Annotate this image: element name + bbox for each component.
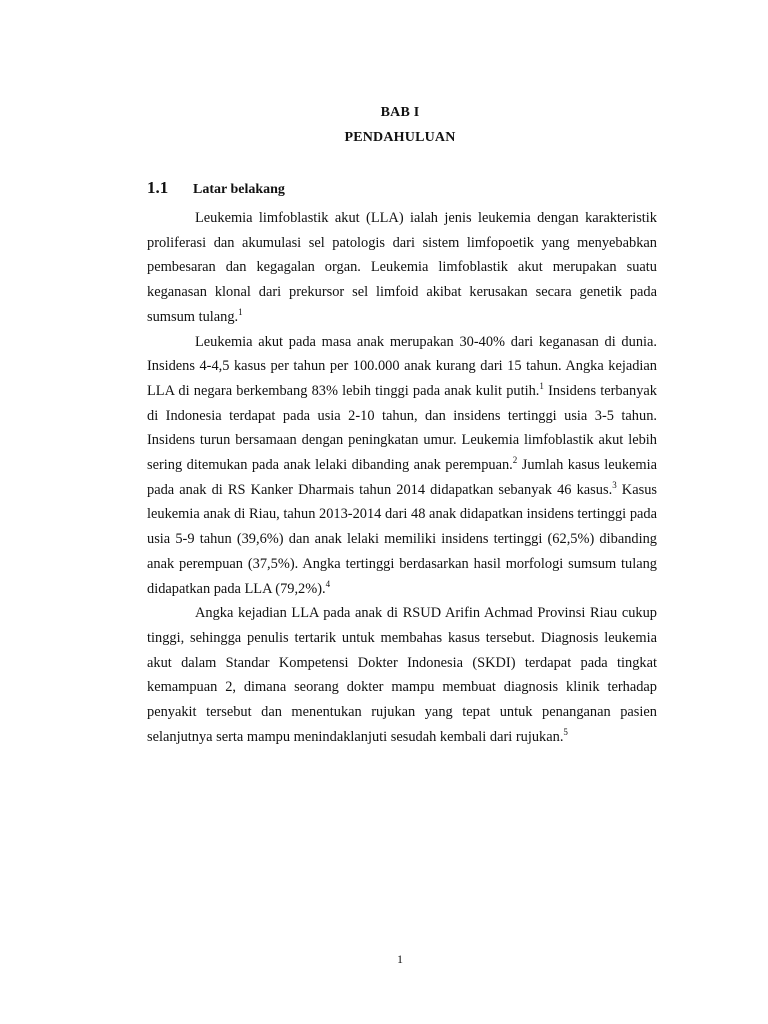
paragraph-text: Jumlah kasus leukemia pada anak di RS Kanker Dharmais tahun 2014 didapatkan sebanyak 46 kasus. xyxy=(147,457,657,498)
paragraph-text: Angka kejadian LLA pada anak di RSUD Arifin Achmad Provinsi Riau cukup tinggi, sehingga penulis tertarik untuk membahas kasus tersebut. Diagnosis leukemia akut dalam Standar Kompetensi Dokter Indonesia (SKDI) terdapat pada tingkat kemampuan 2, dimana seorang dokter mampu membuat diagnosis klinik terhadap penyakit tersebut dan menentukan rujukan yang tepat untuk penanganan pasien selanjutnya serta mampu menindaklanjuti sesudah kembali dari rujukan. xyxy=(147,605,657,745)
citation-ref: 5 xyxy=(563,726,568,737)
section-number: 1.1 xyxy=(147,178,169,197)
paragraph-text: Leukemia limfoblastik akut (LLA) ialah jenis leukemia dengan karakteristik proliferasi dan akumulasi sel patologis dari sistem limfopoetik yang menyebabkan pembesaran dan kegagalan organ. Leukemia limfoblastik akut merupakan suatu keganasan klonal dari prekursor sel limfoid akibat kerusakan secara genetik pada sumsum tulang. xyxy=(147,210,657,325)
chapter-label: BAB I xyxy=(380,105,420,120)
citation-ref: 2 xyxy=(512,455,518,466)
section-title: Latar belakang xyxy=(193,182,285,197)
paragraph-text: Insidens terbanyak di Indonesia terdapat pada usia 2-10 tahun, dan insidens tertinggi usia 3-5 tahun. Insidens turun bersamaan dengan peningkatan umur. Leukemia limfoblastik akut lebih sering ditemukan pada anak lelaki dibanding anak perempuan. xyxy=(147,382,657,474)
citation-ref: 1 xyxy=(238,306,243,317)
paragraph-text: Kasus leukemia anak di Riau, tahun 2013-2014 dari 48 anak didapatkan insidens tertinggi pada usia 5-9 tahun (39,6%) dan anak lelaki memiliki insidens tertinggi (62,5%) dibanding anak perempuan (37,5%). Angka tertinggi berdasarkan hasil morfologi sumsum tulang didapatkan pada LLA (79,2%). xyxy=(147,481,657,597)
citation-ref: 3 xyxy=(612,479,617,490)
citation-ref: 1 xyxy=(539,380,544,391)
paragraph-1 xyxy=(147,206,657,330)
chapter-title: PENDAHULUAN xyxy=(344,130,456,145)
section-heading xyxy=(147,178,285,198)
paragraph-3 xyxy=(147,601,657,749)
citation-ref: 4 xyxy=(325,578,331,589)
body-text xyxy=(147,206,657,749)
paragraph-text: Leukemia akut pada masa anak merupakan 30-40% dari keganasan di dunia. Insidens 4-4,5 kasus per tahun per 100.000 anak kurang dari 15 tahun. Angka kejadian LLA di negara berkembang 83% lebih tinggi pada anak kulit putih. xyxy=(147,333,657,399)
paragraph-2 xyxy=(147,330,657,602)
page-number: 1 xyxy=(397,952,403,966)
